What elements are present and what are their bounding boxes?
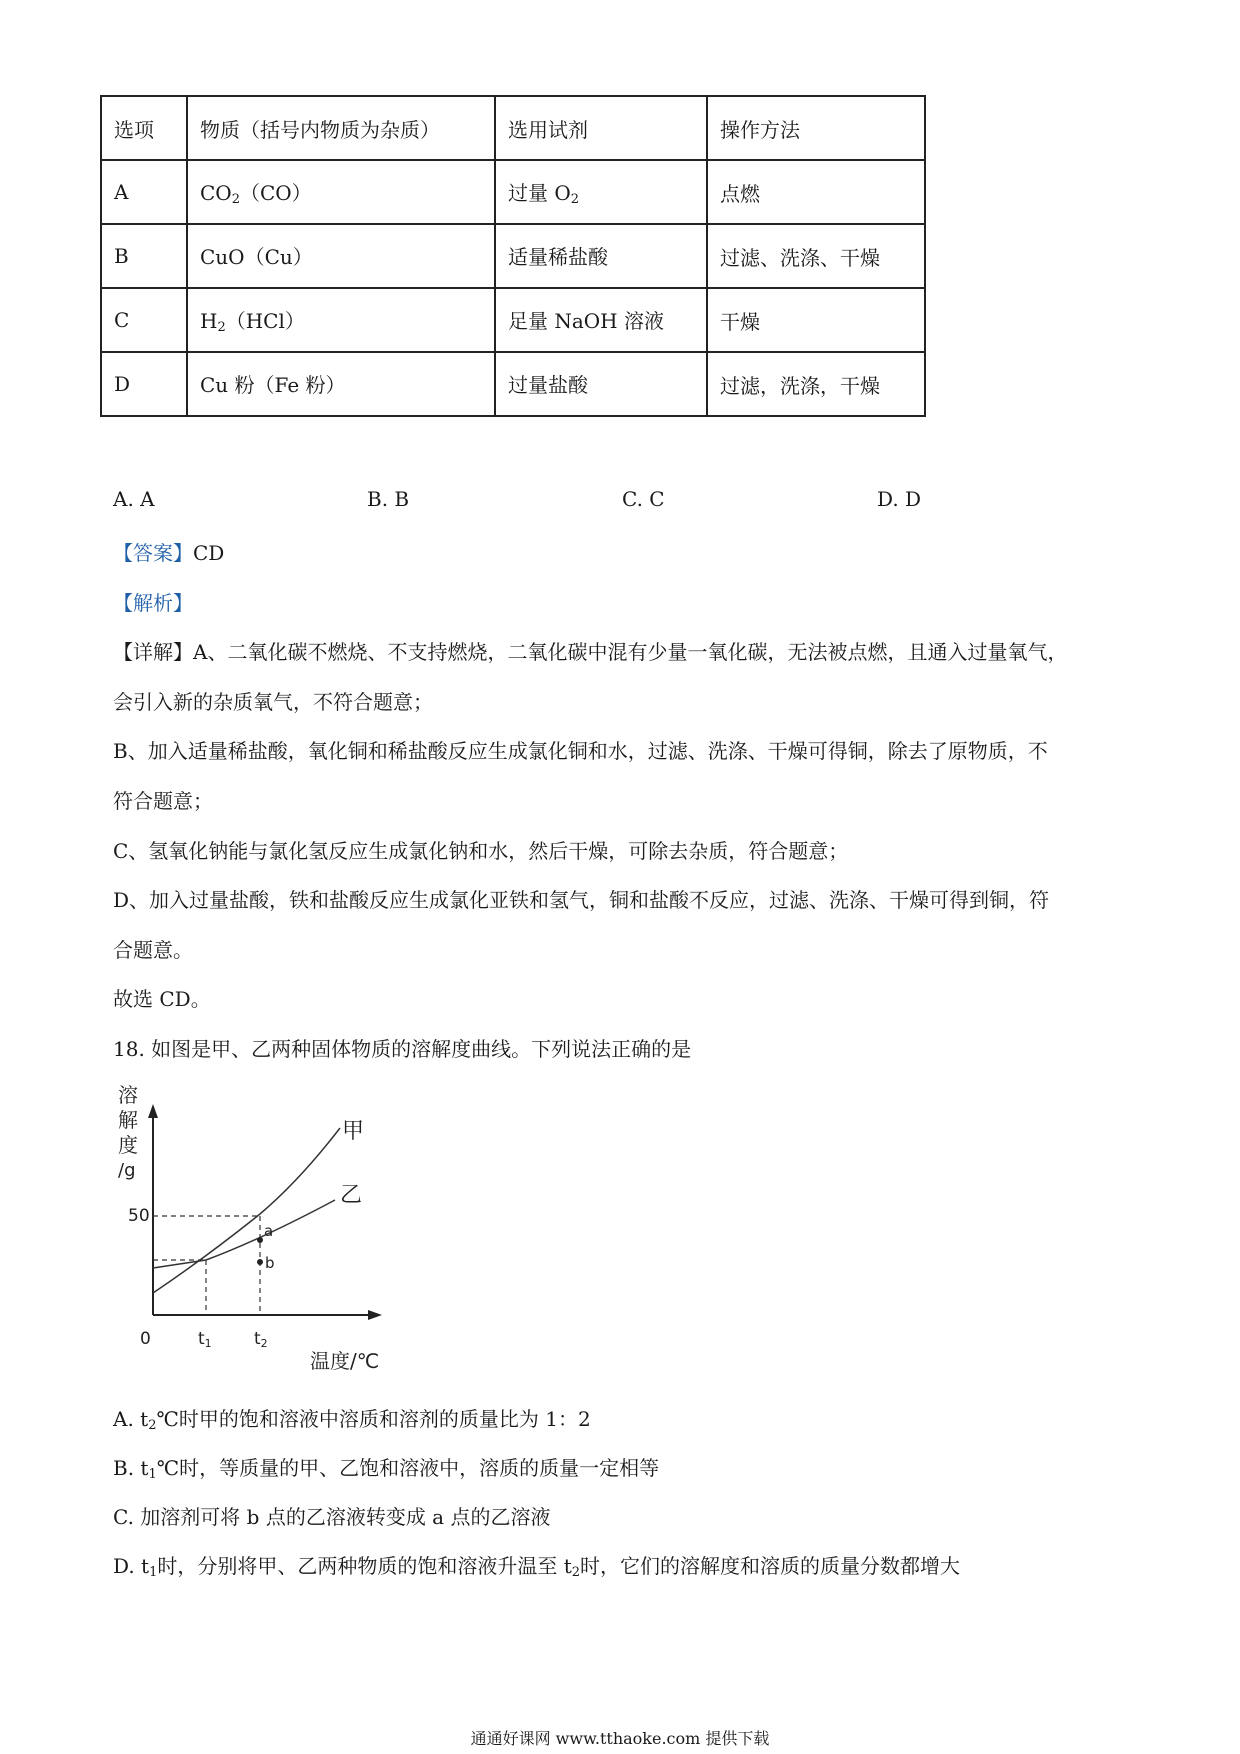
point-a-label: a: [264, 1222, 274, 1240]
substance-cell: CuO（Cu）: [187, 224, 495, 288]
table-row: [101, 160, 925, 224]
choice-d: D. D: [877, 487, 922, 511]
series-label-jia: 甲: [342, 1119, 365, 1144]
x-axis-arrow: [368, 1310, 382, 1320]
substance-cell: Cu 粉（Fe 粉）: [187, 352, 495, 416]
detail-line: D、加入过量盐酸，铁和盐酸反应生成氯化亚铁和氢气，铜和盐酸不反应，过滤、洗涤、干燥可得到铜，符: [113, 888, 1050, 912]
header-cell: 选用试剂: [495, 96, 707, 160]
header-cell: 物质（括号内物质为杂质）: [187, 96, 495, 160]
x-axis-label: 温度/℃: [310, 1349, 380, 1373]
operation-cell: 过滤、洗涤、干燥: [707, 224, 925, 288]
q18-option-c: C. 加溶剂可将 b 点的乙溶液转变成 a 点的乙溶液: [113, 1505, 551, 1529]
point-b-label: b: [265, 1254, 275, 1272]
answer-value: CD: [193, 541, 225, 565]
operation-cell: 过滤，洗涤，干燥: [707, 352, 925, 416]
y-label-char: /g: [118, 1160, 136, 1181]
y-label-char: 度: [118, 1133, 138, 1157]
y-axis-arrow: [148, 1104, 158, 1118]
detail-line: B、加入适量稀盐酸，氧化铜和稀盐酸反应生成氯化铜和水，过滤、洗涤、干燥可得铜，除去了原物质，不: [113, 739, 1048, 763]
option-cell: D: [101, 352, 187, 416]
detail-tag: 【详解】: [113, 640, 193, 664]
y-tick-label: 50: [128, 1206, 150, 1226]
detail-line: 【详解】A、二氧化碳不燃烧、不支持燃烧，二氧化碳中混有少量一氧化碳，无法被点燃，且通入过量氧气，: [113, 640, 1068, 664]
detail-line: 会引入新的杂质氧气，不符合题意；: [113, 690, 433, 714]
choice-b: B. B: [367, 487, 410, 511]
operation-cell: 干燥: [707, 288, 925, 352]
table-row: [101, 224, 925, 288]
reagent-cell: 过量盐酸: [495, 352, 707, 416]
answer-line: [113, 537, 224, 566]
option-cell: B: [101, 224, 187, 288]
detail-line: 符合题意；: [113, 789, 213, 813]
table-row: [101, 352, 925, 416]
reagent-cell: 足量 NaOH 溶液: [495, 288, 707, 352]
series-jia-curve: [153, 1128, 340, 1293]
point-b: [257, 1259, 263, 1265]
option-cell: C: [101, 288, 187, 352]
answer-tag: 【答案】: [113, 541, 193, 565]
question-stem: 18. 如图是甲、乙两种固体物质的溶解度曲线。下列说法正确的是: [113, 1037, 692, 1061]
reagent-cell: 适量稀盐酸: [495, 224, 707, 288]
y-label-char: 溶: [118, 1083, 138, 1107]
substance-cell: $H_2(HCl)$: [187, 288, 495, 352]
operation-cell: 点燃: [707, 160, 925, 224]
x-tick-label: t1: [198, 1329, 212, 1350]
series-label-yi: 乙: [340, 1183, 363, 1208]
table-row: [101, 288, 925, 352]
detail-line: 合题意。: [113, 938, 193, 962]
options-table: [100, 95, 926, 417]
y-label-char: 解: [118, 1108, 138, 1132]
header-cell: 操作方法: [707, 96, 925, 160]
q18-option-a: A. $t_2℃$时甲的饱和溶液中溶质和溶剂的质量比为 1：2: [113, 1407, 591, 1433]
substance-cell: $CO_2(CO)$: [187, 160, 495, 224]
page-footer: 通通好课网 www.tthaoke.com 提供下载: [470, 1729, 770, 1748]
solubility-chart: [110, 1080, 400, 1380]
analysis-tag: 【解析】: [113, 591, 193, 615]
series-yi-curve: [153, 1200, 335, 1268]
reagent-cell: 过量 $O_2$: [495, 160, 707, 224]
x-tick-label: t2: [254, 1329, 268, 1350]
header-cell: 选项: [101, 96, 187, 160]
origin-label: 0: [140, 1329, 151, 1349]
table-header-row: [101, 96, 925, 160]
point-a: [257, 1237, 263, 1243]
choice-a: A. A: [113, 487, 155, 511]
option-cell: A: [101, 160, 187, 224]
q18-option-b: B. $t_1℃$时，等质量的甲、乙饱和溶液中，溶质的质量一定相等: [113, 1456, 660, 1482]
q18-option-d: D. $t_1$时，分别将甲、乙两种物质的饱和溶液升温至 $t_2$时，它们的溶解度和溶质的质量分数都增大: [113, 1554, 961, 1580]
detail-line: 故选 CD。: [113, 987, 211, 1011]
choice-c: C. C: [622, 487, 665, 511]
detail-line: C、氢氧化钠能与氯化氢反应生成氯化钠和水，然后干燥，可除去杂质，符合题意；: [113, 839, 849, 863]
